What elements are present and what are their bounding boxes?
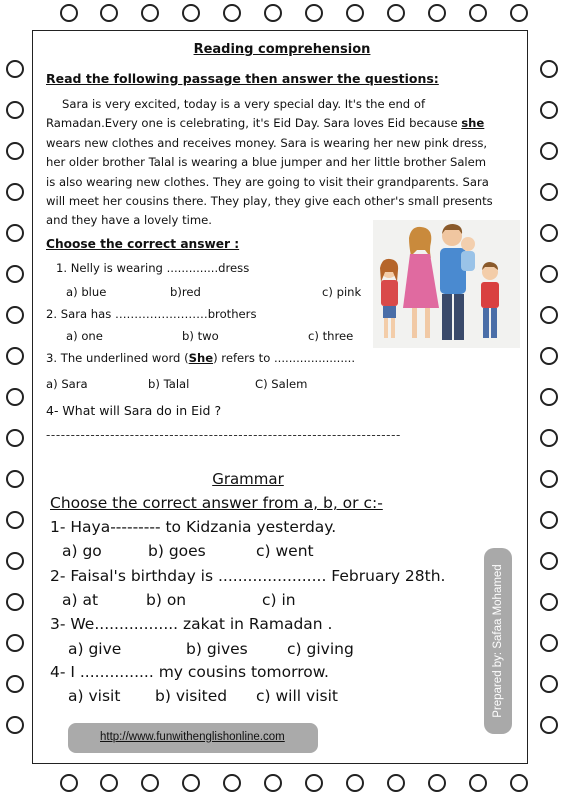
- prepared-by-label: Prepared by: Safaa Mohamed: [492, 564, 504, 718]
- girl-hair: [380, 259, 398, 282]
- boy-leg-left: [483, 308, 489, 338]
- reading-q2-option-a: a) one: [66, 329, 103, 343]
- girl-leg-right: [391, 318, 395, 338]
- reading-q3-text: [46, 351, 355, 365]
- girl-skirt: [383, 306, 396, 318]
- grammar-instruction: Choose the correct answer from a, b, or c:-: [50, 494, 383, 512]
- passage-line-6: will meet her cousins there. They play, they give each other's small presents: [46, 194, 493, 209]
- reading-q3-word: She: [188, 351, 214, 365]
- passage-line-4: her older brother Talal is wearing a blue jumper and her little brother Salem: [46, 155, 487, 170]
- passage-line-1: Sara is very excited, today is a very special day. It's the end of: [62, 97, 426, 111]
- grammar-q2-option-c: c) in: [262, 591, 296, 609]
- reading-q3-post: ) refers to ......................: [213, 351, 356, 365]
- boy-leg-right: [491, 308, 497, 338]
- grammar-title: Grammar: [212, 470, 284, 488]
- grammar-q1-option-c: c) went: [256, 542, 314, 560]
- mother-leg-right: [425, 308, 430, 338]
- reading-q3-option-a: a) Sara: [46, 377, 88, 391]
- passage-line-3: wears new clothes and receives money. Sara is wearing her new pink dress,: [46, 135, 488, 150]
- grammar-q2-option-a: a) at: [62, 591, 99, 609]
- family-image: [373, 220, 520, 348]
- reading-q2-option-b: b) two: [182, 329, 219, 343]
- grammar-q4-option-a: a) visit: [68, 687, 121, 705]
- grammar-q1-option-a: a) go: [62, 542, 102, 560]
- girl-top: [381, 280, 398, 306]
- reading-q2-text: 2. Sara has ……………………brothers: [46, 307, 257, 321]
- website-link[interactable]: http://www.funwithenglishonline.com: [100, 731, 285, 743]
- passage-line-5: is also wearing new clothes. They are going to visit their grandparents. Sara: [46, 174, 489, 189]
- underlined-word-she: she: [461, 116, 485, 131]
- reading-instruction: Read the following passage then answer the questions:: [46, 71, 439, 86]
- grammar-q2-option-b: b) on: [146, 591, 187, 609]
- reading-q3-pre: 3. The underlined word (: [46, 351, 189, 365]
- grammar-q2-text: 2- Faisal's birthday is ...................... February 28th.: [50, 567, 446, 585]
- reading-q3-option-b: b) Talal: [148, 377, 190, 391]
- father-leg-left: [442, 294, 452, 340]
- mother-leg-left: [412, 308, 417, 338]
- grammar-q4-text: 4- I ............... my cousins tomorrow.: [50, 663, 329, 681]
- toddler-body: [461, 251, 475, 271]
- grammar-q3-option-a: a) give: [68, 640, 122, 658]
- grammar-q3-option-b: b) gives: [186, 640, 248, 658]
- mother-hair: [409, 227, 431, 258]
- reading-q2-option-c: c) three: [308, 329, 354, 343]
- grammar-q4-option-c: c) will visit: [256, 687, 338, 705]
- reading-q1-option-c: c) pink: [322, 285, 362, 299]
- reading-q4-text: 4- What will Sara do in Eid ?: [46, 403, 222, 418]
- reading-q1-text: 1. Nelly is wearing ..............dress: [56, 261, 250, 275]
- choose-answer-heading: Choose the correct answer :: [46, 237, 240, 251]
- reading-passage: [46, 95, 520, 231]
- girl-leg-left: [384, 318, 388, 338]
- passage-line-2-text: Ramadan.Every one is celebrating, it's Eid Day. Sara loves Eid because: [46, 116, 462, 131]
- reading-title: Reading comprehension: [193, 42, 371, 57]
- passage-line-7: and they have a lovely time.: [46, 213, 212, 228]
- family-illustration: [373, 220, 520, 348]
- mother-dress: [403, 254, 439, 308]
- boy-shirt: [481, 282, 499, 308]
- grammar-q1-text: 1- Haya--------- to Kidzania yesterday.: [50, 518, 337, 536]
- grammar-q1-option-b: b) goes: [148, 542, 206, 560]
- grammar-q3-option-c: c) giving: [287, 640, 354, 658]
- passage-line-2: [46, 114, 520, 133]
- toddler-head: [461, 237, 475, 251]
- grammar-q4-option-b: b) visited: [155, 687, 228, 705]
- reading-q1-option-a: a) blue: [66, 285, 107, 299]
- grammar-q3-text: 3- We................. zakat in Ramadan .: [50, 615, 333, 633]
- reading-q1-option-b: b)red: [170, 285, 201, 299]
- answer-line: ------------------------------------------------------------------------: [46, 428, 401, 442]
- father-leg-right: [454, 294, 464, 340]
- reading-q3-option-c: C) Salem: [255, 377, 308, 391]
